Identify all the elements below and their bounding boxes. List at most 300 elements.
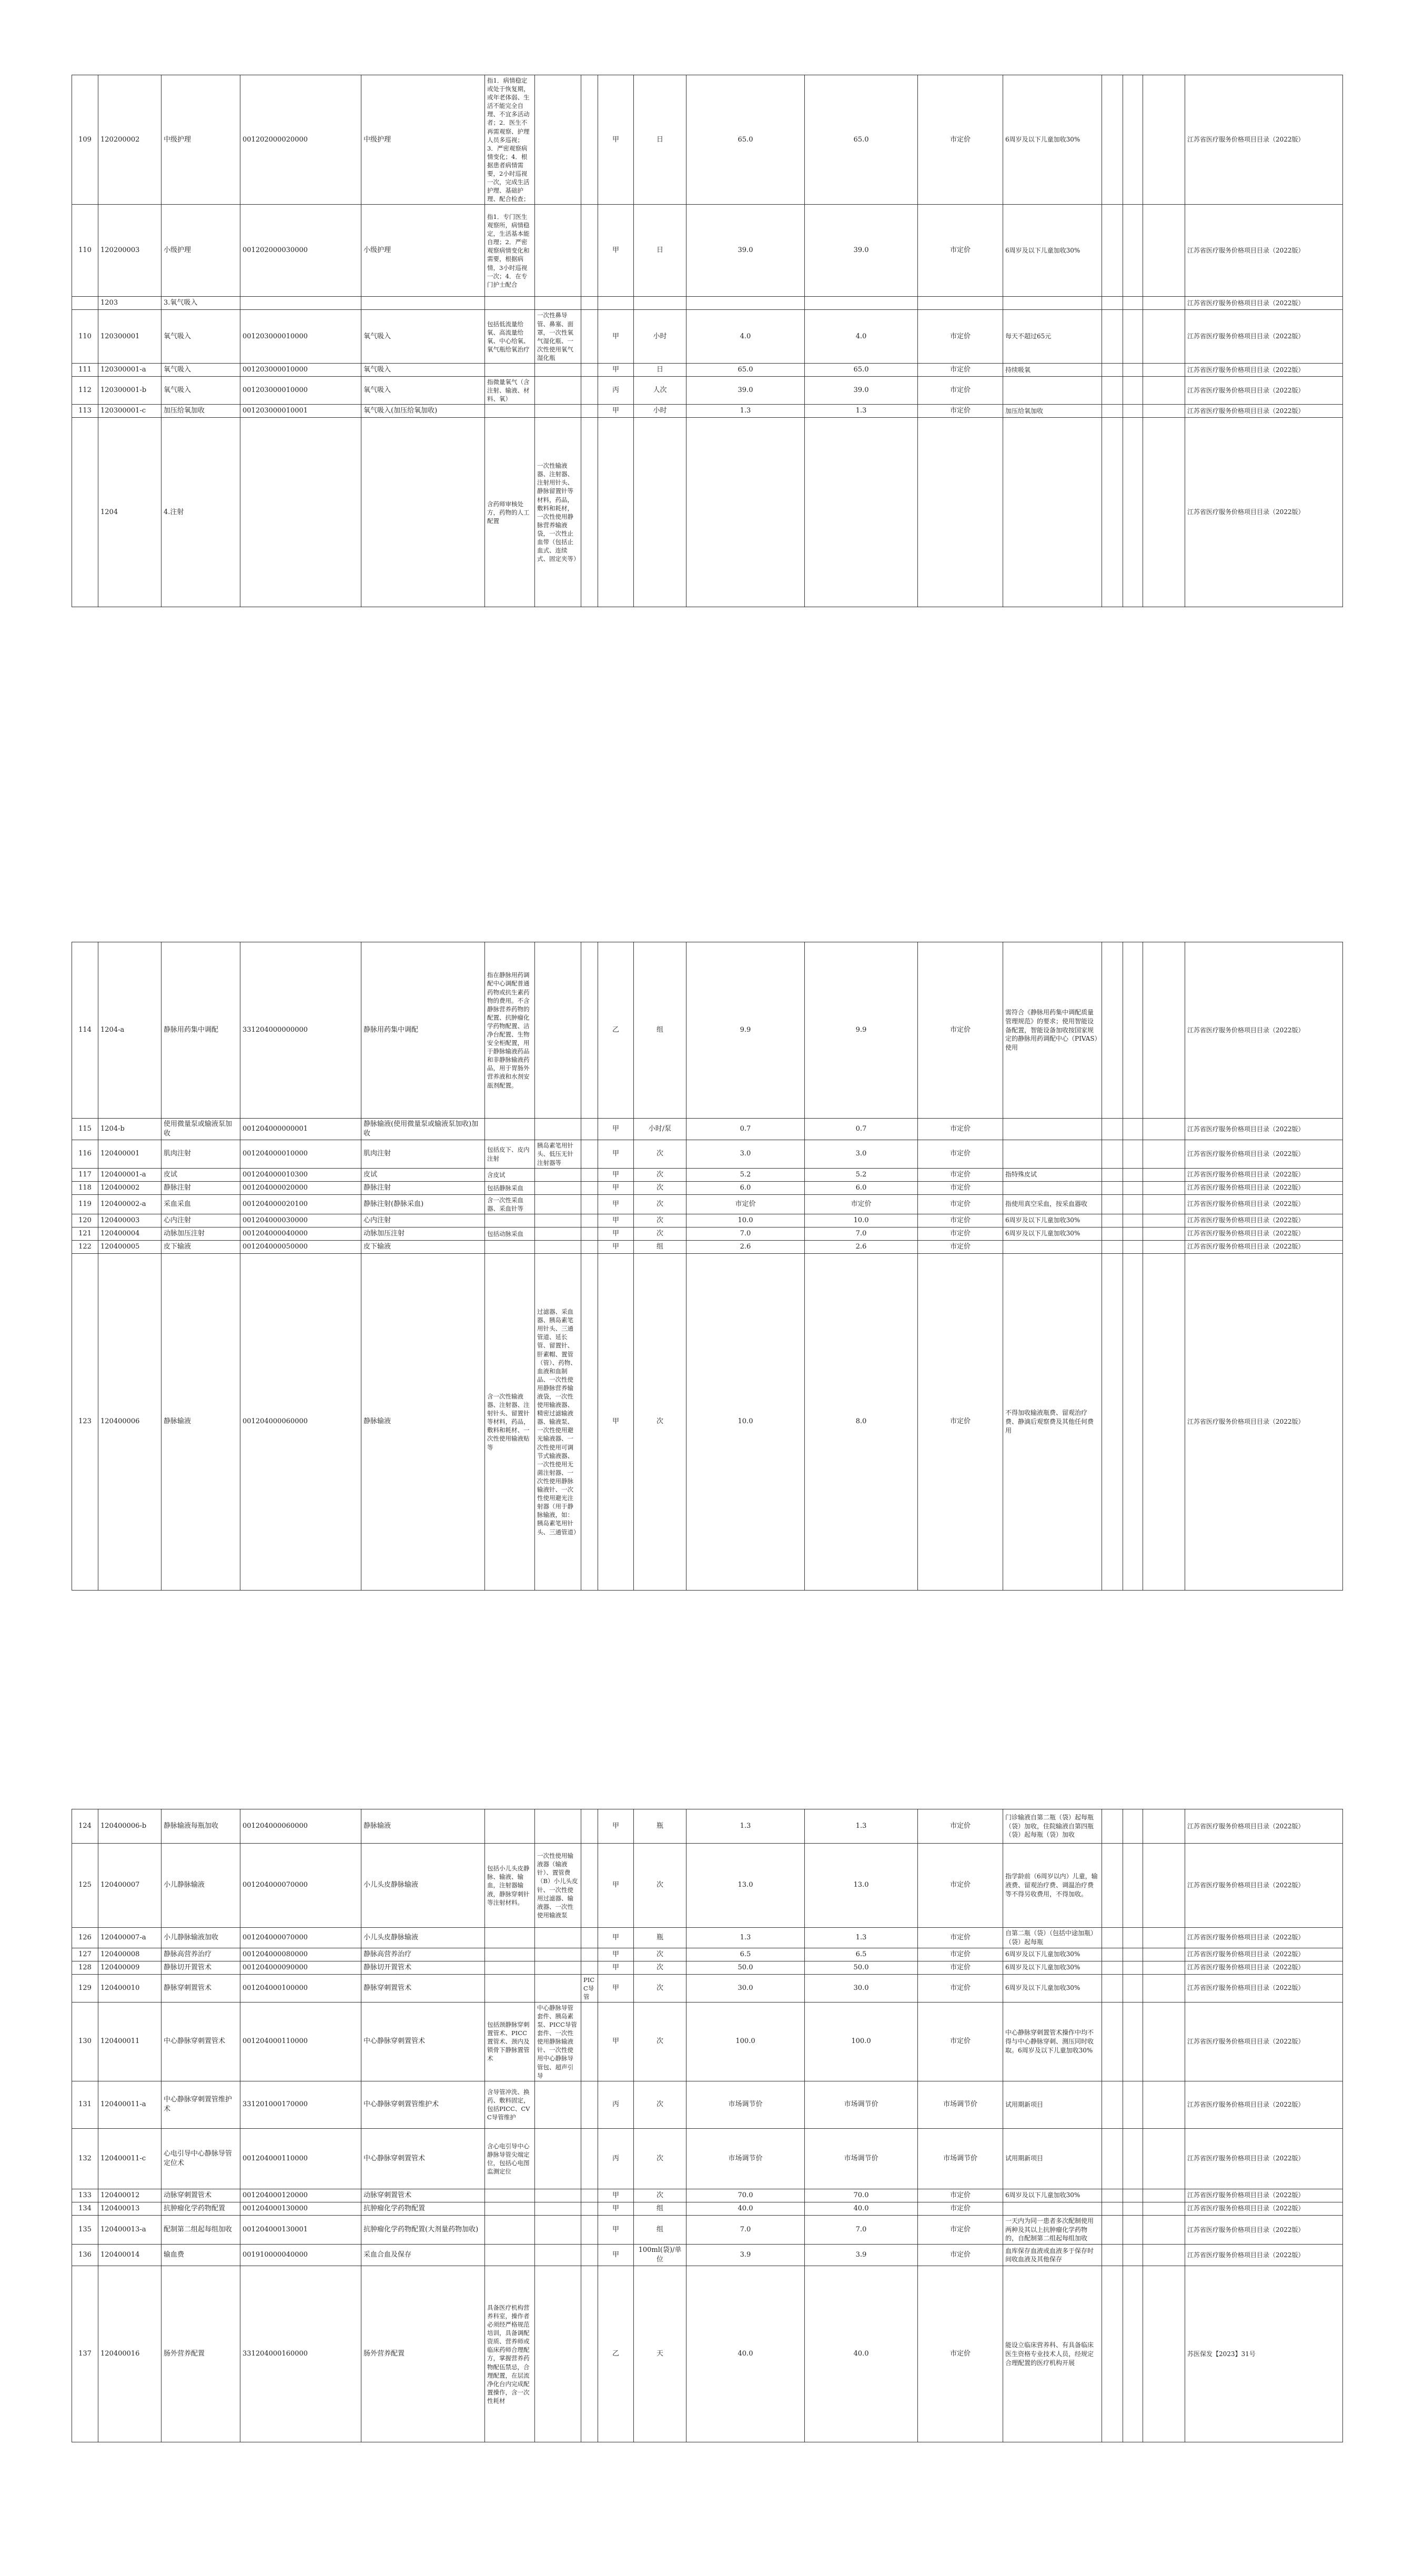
source-document-cell: 江苏省医疗服务价格项目目录（2022版） [1185,2202,1343,2215]
blank-column-15-cell [1102,2266,1123,2442]
pricing-note-column-cell [581,1809,598,1844]
item-name-cell: 中级护理 [161,75,240,205]
item-code-cell: 120400016 [98,2266,161,2442]
table-row [72,2202,1343,2215]
price-level-2-cell: 100.0 [805,2002,918,2081]
source-document-cell: 江苏省医疗服务价格项目目录（2022版） [1185,2081,1343,2128]
pricing-unit-cell: 次 [634,1227,686,1240]
remark-cell: 6周岁及以下儿童加收30% [1003,1961,1102,1974]
item-name-cell: 肠外营养配置 [161,2266,240,2442]
price-type-cell: 市定价 [918,2189,1003,2202]
blank-column-16-cell [1123,418,1143,607]
blank-column-16-cell [1123,2202,1143,2215]
price-type-cell: 市定价 [918,1181,1003,1194]
project-name-cell: 心内注射 [361,1214,485,1227]
item-name-cell: 皮试 [161,1168,240,1181]
item-code-cell: 120300001-a [98,363,161,376]
price-level-2-cell: 13.0 [805,1844,918,1928]
finance-code-cell: 001204000010000 [240,1140,361,1168]
table-row [72,1194,1343,1214]
price-level-1-cell: 市定价 [686,1194,805,1214]
price-level-1-cell: 2.6 [686,1240,805,1253]
row-number-cell: 117 [72,1168,98,1181]
blank-column-15-cell [1102,1140,1123,1168]
pricing-note-column-cell: PICC导管 [581,1974,598,2002]
content-description-cell: 含导管冲洗、换药、敷料固定，包括PICC、CVC导管维护 [485,2081,535,2128]
price-level-1-cell: 6.5 [686,1948,805,1961]
price-type-cell: 市定价 [918,1948,1003,1961]
finance-code-cell: 001204000090000 [240,1961,361,1974]
blank-column-15-cell [1102,1961,1123,1974]
source-document-cell: 江苏省医疗服务价格项目目录（2022版） [1185,363,1343,376]
item-name-cell: 氧气吸入 [161,363,240,376]
pricing-unit-cell: 次 [634,1844,686,1928]
content-description-cell: 包括皮下、皮内注射 [485,1140,535,1168]
price-level-1-cell: 65.0 [686,363,805,376]
pricing-unit-cell: 组 [634,2202,686,2215]
row-number-cell: 110 [72,205,98,297]
source-document-cell: 江苏省医疗服务价格项目目录（2022版） [1185,1844,1343,1928]
item-code-cell: 120200002 [98,75,161,205]
row-number-cell: 129 [72,1974,98,2002]
price-level-2-cell: 50.0 [805,1961,918,1974]
row-number-cell: 111 [72,363,98,376]
source-document-cell: 江苏省医疗服务价格项目目录（2022版） [1185,2002,1343,2081]
blank-column-16-cell [1123,205,1143,297]
row-number-cell: 130 [72,2002,98,2081]
price-level-1-cell: 7.0 [686,2215,805,2244]
table-row [72,2266,1343,2442]
table-row [72,2128,1343,2189]
blank-column-15-cell [1102,1928,1123,1948]
pricing-unit-cell: 次 [634,1140,686,1168]
excluded-content-cell [535,1961,581,1974]
pricing-unit-cell: 瓶 [634,1809,686,1844]
source-document-cell: 江苏省医疗服务价格项目目录（2022版） [1185,1168,1343,1181]
remark-cell: 6周岁及以下儿童加收30% [1003,2189,1102,2202]
insurance-class-cell: 甲 [598,75,634,205]
insurance-class-cell: 甲 [598,1844,634,1928]
finance-code-cell: 001203000010000 [240,363,361,376]
price-level-2-cell: 0.7 [805,1119,918,1140]
pricing-unit-cell: 日 [634,75,686,205]
source-document-cell: 江苏省医疗服务价格项目目录（2022版） [1185,2215,1343,2244]
price-level-1-cell [686,418,805,607]
finance-code-cell: 001204000040000 [240,1227,361,1240]
blank-column-15-cell [1102,1948,1123,1961]
blank-column-17-cell [1143,2215,1185,2244]
project-name-cell: 中心静脉穿刺置管术 [361,2128,485,2189]
price-table-section-3 [72,1809,1343,2442]
item-code-cell: 120300001-b [98,376,161,404]
item-name-cell: 静脉高营养治疗 [161,1948,240,1961]
source-document-cell: 江苏省医疗服务价格项目目录（2022版） [1185,1974,1343,2002]
blank-column-15-cell [1102,2189,1123,2202]
table-row [72,376,1343,404]
finance-code-cell [240,297,361,310]
price-level-1-cell: 4.0 [686,310,805,364]
project-name-cell: 动脉穿刺置管术 [361,2189,485,2202]
blank-column-16-cell [1123,2002,1143,2081]
pricing-note-column-cell [581,1194,598,1214]
blank-column-15-cell [1102,1844,1123,1928]
table-row [72,1119,1343,1140]
project-name-cell: 静脉高营养治疗 [361,1948,485,1961]
blank-column-17-cell [1143,1181,1185,1194]
price-type-cell: 市定价 [918,1214,1003,1227]
insurance-class-cell: 甲 [598,1253,634,1590]
finance-code-cell: 001202000030000 [240,205,361,297]
finance-code-cell: 001203000010000 [240,310,361,364]
item-code-cell: 120400014 [98,2245,161,2266]
table-row [72,1961,1343,1974]
row-number-cell: 115 [72,1119,98,1140]
content-description-cell: 含心电引导中心静脉导管尖端定位，包括心电图监测定位 [485,2128,535,2189]
price-level-2-cell: 市定价 [805,1194,918,1214]
blank-column-15-cell [1102,1194,1123,1214]
pricing-note-column-cell [581,205,598,297]
price-type-cell: 市定价 [918,1140,1003,1168]
project-name-cell: 静脉输液 [361,1809,485,1844]
blank-column-15-cell [1102,1809,1123,1844]
price-level-2-cell: 3.0 [805,1140,918,1168]
item-name-cell: 抗肿瘤化学药物配置 [161,2202,240,2215]
blank-column-17-cell [1143,205,1185,297]
insurance-class-cell: 甲 [598,1227,634,1240]
row-number-cell: 116 [72,1140,98,1168]
row-number-cell: 109 [72,75,98,205]
price-level-2-cell: 8.0 [805,1253,918,1590]
remark-cell: 6周岁及以下儿童加收30% [1003,205,1102,297]
excluded-content-cell [535,2202,581,2215]
content-description-cell [485,1119,535,1140]
remark-cell [1003,1119,1102,1140]
finance-code-cell: 001204000000001 [240,1119,361,1140]
price-type-cell: 市定价 [918,2245,1003,2266]
price-level-1-cell: 1.3 [686,1928,805,1948]
item-name-cell: 小儿静脉输液加收 [161,1928,240,1948]
price-level-1-cell: 70.0 [686,2189,805,2202]
table-row [72,1214,1343,1227]
price-level-2-cell: 6.0 [805,1181,918,1194]
table-row [72,2245,1343,2266]
row-number-cell: 133 [72,2189,98,2202]
row-number-cell: 118 [72,1181,98,1194]
project-name-cell: 静脉输液 [361,1253,485,1590]
price-level-2-cell: 3.9 [805,2245,918,2266]
pricing-unit-cell [634,418,686,607]
blank-column-17-cell [1143,1809,1185,1844]
blank-column-16-cell [1123,1253,1143,1590]
content-description-cell [485,1948,535,1961]
item-code-cell: 120200003 [98,205,161,297]
pricing-note-column-cell [581,1948,598,1961]
table-row [72,297,1343,310]
blank-column-17-cell [1143,405,1185,418]
row-number-cell: 112 [72,376,98,404]
price-type-cell: 市定价 [918,405,1003,418]
table-row [72,75,1343,205]
blank-column-17-cell [1143,1844,1185,1928]
blank-column-15-cell [1102,1227,1123,1240]
blank-column-17-cell [1143,363,1185,376]
blank-column-16-cell [1123,2266,1143,2442]
excluded-content-cell [535,363,581,376]
project-name-cell: 肠外营养配置 [361,2266,485,2442]
excluded-content-cell [535,205,581,297]
price-level-1-cell: 13.0 [686,1844,805,1928]
price-level-1-cell: 7.0 [686,1227,805,1240]
table-row [72,1948,1343,1961]
item-name-cell: 动脉穿刺置管术 [161,2189,240,2202]
finance-code-cell: 001204000020100 [240,1194,361,1214]
row-number-cell: 123 [72,1253,98,1590]
table-row [72,418,1343,607]
excluded-content-cell [535,376,581,404]
content-description-cell [485,297,535,310]
project-name-cell: 小级护理 [361,205,485,297]
insurance-class-cell [598,297,634,310]
blank-column-16-cell [1123,363,1143,376]
price-type-cell: 市定价 [918,1227,1003,1240]
finance-code-cell: 001204000030000 [240,1214,361,1227]
price-level-1-cell: 100.0 [686,2002,805,2081]
content-description-cell: 指1．专门医生观察所，病情稳定，生活基本能自理；2．严密观察病情变化和需要，根据病情，3小时巡视一次；4．在专门护士配合 [485,205,535,297]
pricing-note-column-cell [581,1961,598,1974]
price-level-1-cell: 9.9 [686,942,805,1119]
project-name-cell: 中心静脉穿刺置管术 [361,2002,485,2081]
price-level-2-cell: 5.2 [805,1168,918,1181]
content-description-cell [485,2245,535,2266]
pricing-unit-cell: 次 [634,1974,686,2002]
blank-column-17-cell [1143,2128,1185,2189]
item-name-cell: 加压给氧加收 [161,405,240,418]
price-level-2-cell: 市场调节价 [805,2081,918,2128]
blank-column-17-cell [1143,1214,1185,1227]
insurance-class-cell: 甲 [598,1961,634,1974]
blank-column-17-cell [1143,2189,1185,2202]
blank-column-16-cell [1123,1214,1143,1227]
pricing-note-column-cell [581,1844,598,1928]
price-level-2-cell: 6.5 [805,1948,918,1961]
excluded-content-cell [535,2245,581,2266]
pricing-unit-cell: 次 [634,1194,686,1214]
pricing-note-column-cell [581,2002,598,2081]
table-row [72,1974,1343,2002]
item-name-cell: 静脉输液 [161,1253,240,1590]
price-type-cell: 市定价 [918,310,1003,364]
insurance-class-cell: 甲 [598,1119,634,1140]
blank-column-17-cell [1143,942,1185,1119]
price-type-cell: 市定价 [918,942,1003,1119]
pricing-unit-cell [634,297,686,310]
project-name-cell: 静脉用药集中调配 [361,942,485,1119]
pricing-note-column-cell [581,363,598,376]
table-row [72,1168,1343,1181]
content-description-cell [485,1974,535,2002]
blank-column-15-cell [1102,1253,1123,1590]
item-code-cell: 120400011 [98,2002,161,2081]
blank-column-17-cell [1143,2245,1185,2266]
project-name-cell: 小儿头皮静脉输液 [361,1928,485,1948]
item-code-cell: 120400001-a [98,1168,161,1181]
pricing-note-column-cell [581,1181,598,1194]
item-code-cell: 120400005 [98,1240,161,1253]
item-code-cell: 120400009 [98,1961,161,1974]
blank-column-16-cell [1123,310,1143,364]
pricing-unit-cell: 100ml(袋)/单位 [634,2245,686,2266]
source-document-cell: 江苏省医疗服务价格项目目录（2022版） [1185,75,1343,205]
price-level-2-cell: 70.0 [805,2189,918,2202]
pricing-unit-cell: 次 [634,2189,686,2202]
item-code-cell: 1203 [98,297,161,310]
table-row [72,1181,1343,1194]
finance-code-cell: 001204000130000 [240,2202,361,2215]
source-document-cell: 江苏省医疗服务价格项目目录（2022版） [1185,205,1343,297]
table-row [72,310,1343,364]
blank-column-15-cell [1102,1119,1123,1140]
item-code-cell: 120400007-a [98,1928,161,1948]
item-code-cell: 120300001-c [98,405,161,418]
item-name-cell: 采血采血 [161,1194,240,1214]
row-number-cell [72,297,98,310]
blank-column-16-cell [1123,2081,1143,2128]
blank-column-16-cell [1123,1809,1143,1844]
table-row [72,1928,1343,1948]
project-name-cell: 抗肿瘤化学药物配置 [361,2202,485,2215]
pricing-note-column-cell [581,942,598,1119]
insurance-class-cell: 甲 [598,1240,634,1253]
remark-cell: 需符合《静脉用药集中调配质量管理规范》的要求；使用智能设备配置，智能设备加收按国家规定的静脉用药调配中心（PIVAS）使用 [1003,942,1102,1119]
insurance-class-cell: 甲 [598,1214,634,1227]
finance-code-cell: 331204000160000 [240,2266,361,2442]
remark-cell: 6周岁及以下儿童加收30% [1003,1974,1102,2002]
insurance-class-cell: 甲 [598,1181,634,1194]
excluded-content-cell [535,2128,581,2189]
pricing-note-column-cell [581,376,598,404]
blank-column-15-cell [1102,942,1123,1119]
pricing-note-column-cell [581,1253,598,1590]
row-number-cell: 137 [72,2266,98,2442]
blank-column-16-cell [1123,1974,1143,2002]
item-name-cell: 中心静脉穿刺置管术 [161,2002,240,2081]
source-document-cell: 江苏省医疗服务价格项目目录（2022版） [1185,1214,1343,1227]
content-description-cell [485,2215,535,2244]
row-number-cell: 114 [72,942,98,1119]
item-code-cell: 1204 [98,418,161,607]
price-type-cell: 市定价 [918,1928,1003,1948]
source-document-cell: 江苏省医疗服务价格项目目录（2022版） [1185,297,1343,310]
item-code-cell: 120400008 [98,1948,161,1961]
pricing-unit-cell: 次 [634,1961,686,1974]
finance-code-cell: 001204000110000 [240,2128,361,2189]
pricing-unit-cell: 小时/泵 [634,1119,686,1140]
blank-column-16-cell [1123,297,1143,310]
blank-column-15-cell [1102,2202,1123,2215]
item-code-cell: 120300001 [98,310,161,364]
blank-column-17-cell [1143,1227,1185,1240]
pricing-note-column-cell [581,310,598,364]
row-number-cell: 128 [72,1961,98,1974]
source-document-cell: 江苏省医疗服务价格项目目录（2022版） [1185,1227,1343,1240]
blank-column-15-cell [1102,2081,1123,2128]
price-level-1-cell: 50.0 [686,1961,805,1974]
item-name-cell: 4.注射 [161,418,240,607]
finance-code-cell: 001204000130001 [240,2215,361,2244]
pricing-note-column-cell [581,1928,598,1948]
price-level-1-cell: 30.0 [686,1974,805,2002]
price-level-1-cell [686,297,805,310]
excluded-content-cell [535,75,581,205]
price-table-section-1 [72,75,1343,607]
row-number-cell: 127 [72,1948,98,1961]
price-level-2-cell: 1.3 [805,1928,918,1948]
blank-column-16-cell [1123,1168,1143,1181]
remark-cell: 能设立临床营养科、有具备临床医生资格专业技术人员，经规定合理配置的医疗机构开展 [1003,2266,1102,2442]
content-description-cell: 含药师审核处方，药物的人工配置 [485,418,535,607]
blank-column-16-cell [1123,1240,1143,1253]
finance-code-cell: 001204000120000 [240,2189,361,2202]
blank-column-15-cell [1102,2002,1123,2081]
excluded-content-cell: 一次性输液器、注射器、注射用针头、静脉留置针等材料，药品，敷料和耗材，一次性使用静脉营养输液袋，一次性止血带（包括止血式、连续式、固定夹等） [535,418,581,607]
price-level-2-cell [805,418,918,607]
blank-column-15-cell [1102,1181,1123,1194]
pricing-unit-cell: 次 [634,1948,686,1961]
price-level-1-cell: 39.0 [686,205,805,297]
price-level-2-cell: 1.3 [805,405,918,418]
item-name-cell: 使用微量泵或输液泵加收 [161,1119,240,1140]
finance-code-cell [240,418,361,607]
content-description-cell: 指1．病情稳定或处于恢复期，或年老体弱、生活不能完全自理、不宜多活动者；2．医生不再需观察、护理人员多巡视；3．严密观察病情变化；4．根据患者病情需要，2小时巡视一次，完成生活护理、基础护理、配合检查； [485,75,535,205]
blank-column-15-cell [1102,2215,1123,2244]
price-type-cell: 市定价 [918,1974,1003,2002]
insurance-class-cell: 甲 [598,1194,634,1214]
row-number-cell: 126 [72,1928,98,1948]
row-number-cell: 136 [72,2245,98,2266]
pricing-unit-cell: 瓶 [634,1928,686,1948]
blank-column-15-cell [1102,418,1123,607]
pricing-note-column-cell [581,1168,598,1181]
excluded-content-cell [535,405,581,418]
remark-cell: 一天内为同一患者多次配制使用两种及其以上抗肿瘤化学药物的，自配制第二组起每组加收 [1003,2215,1102,2244]
remark-cell: 试用期新项目 [1003,2081,1102,2128]
content-description-cell: 含一次性采血器、采血针等 [485,1194,535,1214]
blank-column-16-cell [1123,405,1143,418]
blank-column-15-cell [1102,363,1123,376]
item-name-cell: 静脉用药集中调配 [161,942,240,1119]
content-description-cell: 指在静脉用药调配中心调配普通药物或抗生素药物的费用。不含静脉营养药物的配置、抗肿瘤化学药物配置、洁净台配置、生物安全柜配置，用于静脉输液药品和非静脉输液药品，用于胃肠外营养液和水剂安瓿剂配置。 [485,942,535,1119]
excluded-content-cell: 一次性鼻导管、鼻塞、面罩，一次性氧气湿化瓶、一次性使用氧气湿化瓶 [535,310,581,364]
price-level-1-cell: 1.3 [686,405,805,418]
finance-code-cell: 001204000060000 [240,1253,361,1590]
project-name-cell: 肌肉注射 [361,1140,485,1168]
blank-column-15-cell [1102,1168,1123,1181]
price-level-1-cell: 65.0 [686,75,805,205]
pricing-unit-cell: 天 [634,2266,686,2442]
row-number-cell: 121 [72,1227,98,1240]
price-level-2-cell: 10.0 [805,1214,918,1227]
row-number-cell: 134 [72,2202,98,2215]
price-table-section-2 [72,942,1343,1591]
insurance-class-cell: 甲 [598,1948,634,1961]
price-type-cell: 市定价 [918,1844,1003,1928]
remark-cell [1003,297,1102,310]
remark-cell: 指使用真空采血，按采血器收 [1003,1194,1102,1214]
price-level-2-cell: 39.0 [805,205,918,297]
blank-column-16-cell [1123,376,1143,404]
finance-code-cell: 001204000060000 [240,1809,361,1844]
blank-column-17-cell [1143,1253,1185,1590]
